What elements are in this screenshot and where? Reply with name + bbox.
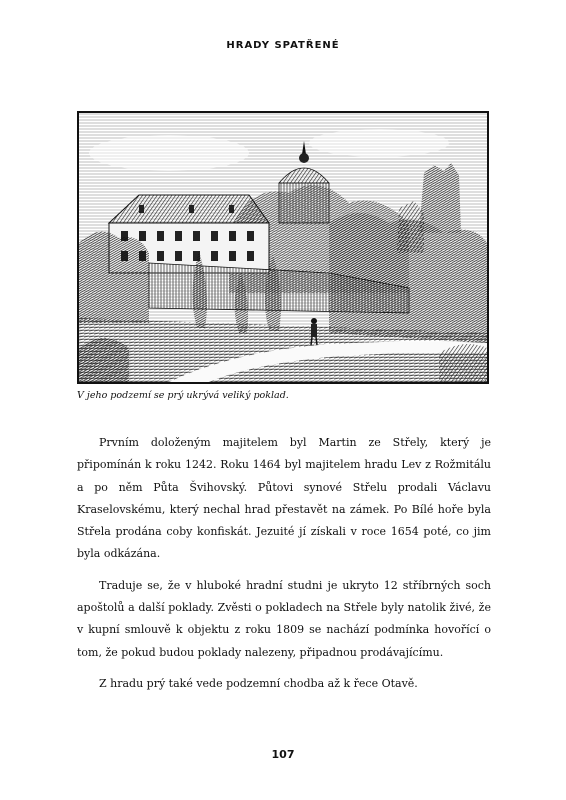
body-text (77, 432, 491, 695)
page-number: 107 (271, 748, 295, 761)
left-trees (79, 232, 149, 323)
paragraph: Prvním doloženým majitelem byl Martin ze Střely, který je připomínán k roku 1242. Roku 1464 byl majitelem hradu Lev z Rožmitálu a po něm Půta Švihovský. Půtovi synové Střelu prodali Václavu Kraselovskému, který nechal hrad přestavět na zámek. Po Bílé hoře byla Střela prodána coby konfiskát. Jezuité jí získali v roce 1654 poté, co jim byla odkázána. (77, 436, 491, 561)
figure-caption: V jeho podzemí se prý ukrývá veliký poklad. (77, 390, 289, 401)
castle-engraving-illustration (77, 111, 489, 384)
chapel (279, 183, 329, 223)
paragraph: Traduje se, že v hluboké hradní studni je ukryto 12 stříbrných soch apoštolů a další poklady. Zvěsti o pokladech na Střele byly natolik živé, že v kupní smlouvě k objektu z roku 1809 se nachází podmínka hovořící o tom, že pokud budou poklady nalezeny, připadnou prodávajícímu. (77, 578, 491, 659)
right-foliage (329, 213, 487, 343)
running-head: HRADY SPATŘENÉ (226, 40, 340, 51)
paragraph: Z hradu prý také vede podzemní chodba až k řece Otavě. (99, 676, 418, 690)
